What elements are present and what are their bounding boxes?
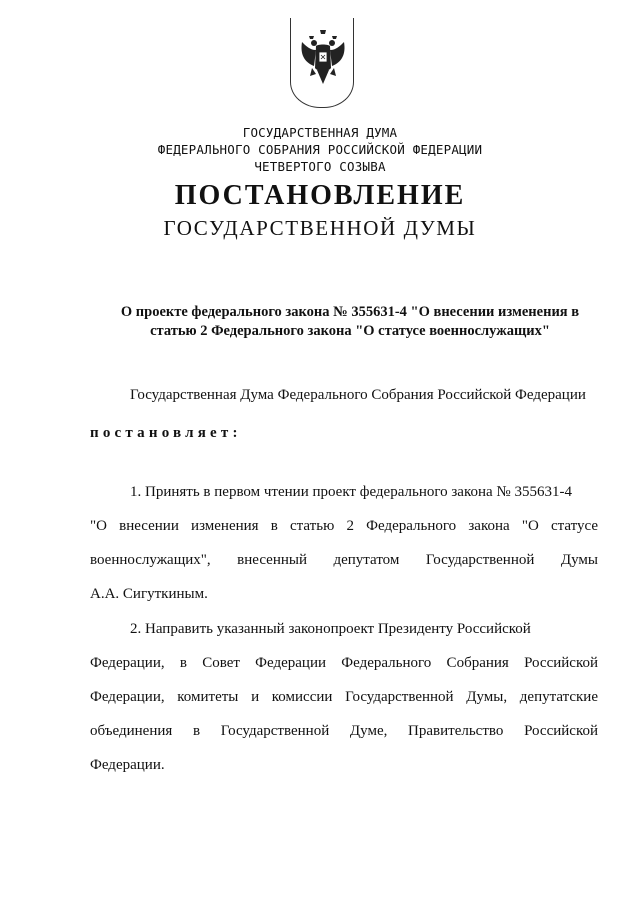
document-subject — [90, 303, 610, 341]
item2-line-4 — [90, 723, 598, 740]
item1-line-2-text: "О внесении изменения в статью 2 Федерального закона "О статусе — [90, 518, 598, 534]
header-line-3: ЧЕТВЕРТОГО СОЗЫВА — [254, 159, 386, 174]
emblem-frame — [290, 18, 354, 108]
header-line-1: ГОСУДАРСТВЕННАЯ ДУМА — [242, 125, 398, 140]
preamble-line-2: постановляет: — [90, 425, 242, 441]
item2-line-5: Федерации. — [90, 757, 165, 773]
subject-line-1: О проекте федерального закона № 355631-4 "О внесении изменения в — [120, 304, 580, 320]
item2-line-1: 2. Направить указанный законопроект Президенту Российской — [130, 621, 531, 637]
item1-line-2 — [90, 518, 598, 535]
item2-line-2-text: Федерации, в Совет Федерации Федерального Собрания Российской — [90, 655, 598, 671]
document-subtitle: ГОСУДАРСТВЕННОЙ ДУМЫ — [163, 216, 477, 240]
item1-line-3-text: военнослужащих", внесенный депутатом Государственной Думы — [90, 552, 598, 568]
double-headed-eagle-icon — [298, 28, 348, 90]
item1-line-1: 1. Принять в первом чтении проект федерального закона № 355631-4 — [130, 484, 572, 500]
item1-line-3 — [90, 552, 598, 569]
subject-line-2: статью 2 Федерального закона "О статусе военнослужащих" — [150, 323, 550, 339]
preamble-line-1: Государственная Дума Федерального Собрания Российской Федерации — [130, 387, 586, 403]
item2-line-4-text: объединения в Государственной Думе, Правительство Российской — [90, 723, 598, 739]
header-line-2: ФЕДЕРАЛЬНОГО СОБРАНИЯ РОССИЙСКОЙ ФЕДЕРАЦИИ — [157, 142, 483, 157]
item1-line-4: А.А. Сигуткиным. — [90, 586, 208, 602]
item2-line-3 — [90, 689, 598, 706]
document-title: ПОСТАНОВЛЕНИЕ — [174, 180, 466, 211]
item2-line-2 — [90, 655, 598, 672]
item2-line-3-text: Федерации, комитеты и комиссии Государственной Думы, депутатские — [90, 689, 598, 705]
